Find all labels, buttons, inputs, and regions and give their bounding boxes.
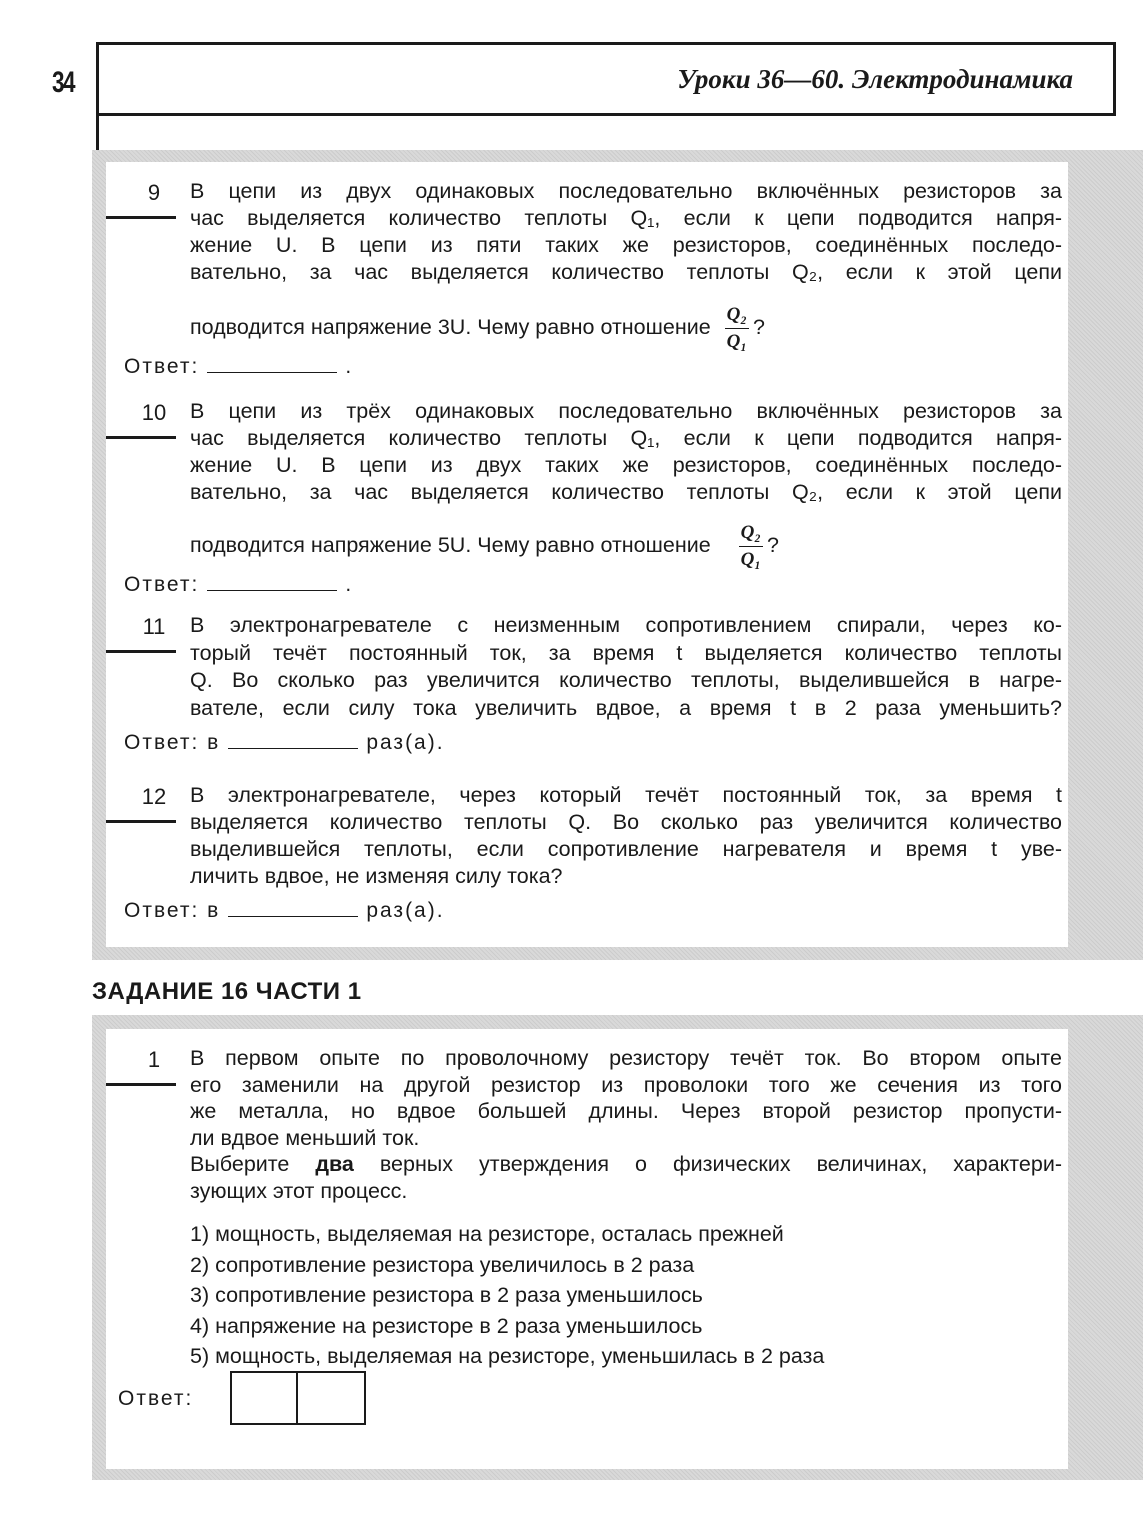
task-line: В электронагревателе, через который течёт постоянный ток, за время t bbox=[190, 783, 1062, 807]
option-item: 2) сопротивление резистора увеличилось в 2 раза bbox=[190, 1252, 695, 1277]
answer-line bbox=[124, 730, 445, 755]
fraction-numerator: Q₂ bbox=[725, 304, 749, 329]
options-list bbox=[190, 1219, 824, 1372]
task-line: Q. Во сколько раз увеличится количество теплоты, выделившейся в нагре- bbox=[190, 668, 1062, 692]
task-line: торый течёт постоянный ток, за время t выделяется количество теплоты bbox=[190, 640, 1062, 665]
answer-blank[interactable] bbox=[228, 730, 358, 749]
task-line: жение U. В цепи из пяти таких же резисторов, соединённых последо- bbox=[190, 233, 1062, 257]
answer-line bbox=[124, 898, 445, 923]
task-text bbox=[190, 1045, 1062, 1204]
task-text bbox=[190, 398, 1062, 506]
task-line: час выделяется количество теплоты Q₁, если к цепи подводится напря- bbox=[190, 426, 1062, 450]
answer-label: Ответ: bbox=[124, 573, 200, 596]
task-line: В цепи из трёх одинаковых последовательно включённых резисторов за bbox=[190, 399, 1062, 423]
section-task-panel-inner bbox=[106, 1029, 1068, 1469]
instruction-line: зующих этот процесс. bbox=[190, 1178, 408, 1203]
answer-boxes bbox=[230, 1371, 366, 1425]
ratio-fraction bbox=[739, 522, 763, 571]
task-number-rule bbox=[106, 820, 176, 823]
task-line: час выделяется количество теплоты Q₁, если к цепи подводится напря- bbox=[190, 206, 1062, 230]
answer-label: Ответ: в bbox=[124, 731, 221, 754]
option-item: 3) сопротивление резистора в 2 раза уменьшилось bbox=[190, 1283, 703, 1307]
option-item: 5) мощность, выделяемая на резисторе, уменьшилась в 2 раза bbox=[190, 1344, 825, 1368]
instruction-line bbox=[190, 1151, 1062, 1178]
task-line: вателе, если силу тока увеличить вдвое, а время t в 2 раза уменьшить? bbox=[190, 695, 1062, 720]
answer-label: Ответ: bbox=[124, 355, 200, 378]
instruction-rest: верных утверждения о физических величинах, характери- bbox=[379, 1152, 1062, 1176]
task-number: 12 bbox=[141, 784, 167, 809]
section-task-panel bbox=[92, 1015, 1143, 1480]
task-line: В цепи из двух одинаковых последовательно включённых резисторов за bbox=[190, 179, 1062, 203]
fraction-denominator: Q₁ bbox=[726, 331, 748, 352]
task-text bbox=[190, 612, 1062, 722]
running-header bbox=[96, 42, 1116, 116]
question-text: подводится напряжение 3U. Чему равно отношение bbox=[190, 315, 711, 340]
task-line: вательно, за час выделяется количество теплоты Q₂, если к этой цепи bbox=[190, 480, 1062, 504]
fraction-denominator: Q₁ bbox=[740, 549, 762, 570]
task-line: же металла, но вдвое большей длины. Через второй резистор пропусти- bbox=[190, 1099, 1062, 1123]
instruction-start: Выберите bbox=[190, 1152, 290, 1176]
answer-suffix: . bbox=[345, 573, 354, 596]
answer-blank[interactable] bbox=[207, 572, 337, 591]
fraction-numerator: Q₂ bbox=[739, 522, 763, 547]
tasks-panel bbox=[92, 150, 1143, 960]
header-divider bbox=[96, 116, 99, 152]
answer-suffix: . bbox=[345, 355, 354, 378]
task-line: личить вдвое, не изменяя силу тока? bbox=[190, 864, 563, 888]
answer-suffix: раз(а). bbox=[366, 731, 445, 754]
task-number: 10 bbox=[141, 400, 167, 425]
task-number: 11 bbox=[142, 614, 166, 639]
section-heading: ЗАДАНИЕ 16 ЧАСТИ 1 bbox=[92, 978, 362, 1005]
answer-line bbox=[124, 572, 353, 597]
task-number-rule bbox=[106, 436, 176, 439]
task-line: ли вдвое меньший ток. bbox=[190, 1125, 420, 1150]
task-number-rule bbox=[106, 650, 176, 653]
option-item: 1) мощность, выделяемая на резисторе, осталась прежней bbox=[190, 1222, 784, 1246]
task-text bbox=[190, 178, 1062, 286]
task-question bbox=[190, 522, 779, 571]
answer-line bbox=[124, 354, 353, 379]
page-number: 34 bbox=[52, 66, 75, 99]
instruction-emphasis: два bbox=[315, 1152, 354, 1176]
task-line: В электронагревателе с неизменным сопротивлением спирали, через ко- bbox=[190, 613, 1062, 637]
task-question bbox=[190, 304, 765, 353]
task-number-rule bbox=[106, 1083, 176, 1086]
task-line: выделившейся теплоты, если сопротивление нагревателя и время t уве- bbox=[190, 837, 1062, 861]
question-text: подводится напряжение 5U. Чему равно отношение bbox=[190, 533, 711, 558]
task-line: вательно, за час выделяется количество теплоты Q₂, если к этой цепи bbox=[190, 260, 1062, 284]
tasks-panel-inner bbox=[106, 162, 1068, 947]
task-number-rule bbox=[106, 216, 176, 219]
task-number: 9 bbox=[147, 180, 161, 205]
task-line: его заменили на другой резистор из проволоки того же сечения из того bbox=[190, 1072, 1062, 1097]
answer-cell[interactable] bbox=[230, 1371, 298, 1425]
ratio-fraction bbox=[725, 304, 749, 353]
task-line: выделяется количество теплоты Q. Во сколько раз увеличится количество bbox=[190, 810, 1062, 834]
task-text bbox=[190, 782, 1062, 890]
header-title: Уроки 36—60. Электродинамика bbox=[677, 64, 1073, 94]
task-line: жение U. В цепи из двух таких же резисторов, соединённых последо- bbox=[190, 453, 1062, 477]
question-mark: ? bbox=[767, 533, 779, 558]
answer-label: Ответ: bbox=[118, 1387, 194, 1410]
answer-blank[interactable] bbox=[228, 898, 358, 917]
answer-suffix: раз(а). bbox=[366, 899, 445, 922]
task-number: 1 bbox=[147, 1047, 161, 1072]
answer-label: Ответ: в bbox=[124, 899, 221, 922]
answer-blank[interactable] bbox=[207, 354, 337, 373]
question-mark: ? bbox=[753, 315, 765, 340]
answer-cell[interactable] bbox=[298, 1371, 366, 1425]
option-item: 4) напряжение на резисторе в 2 раза уменьшилось bbox=[190, 1313, 703, 1338]
task-line: В первом опыте по проволочному резистору течёт ток. Во втором опыте bbox=[190, 1046, 1062, 1070]
